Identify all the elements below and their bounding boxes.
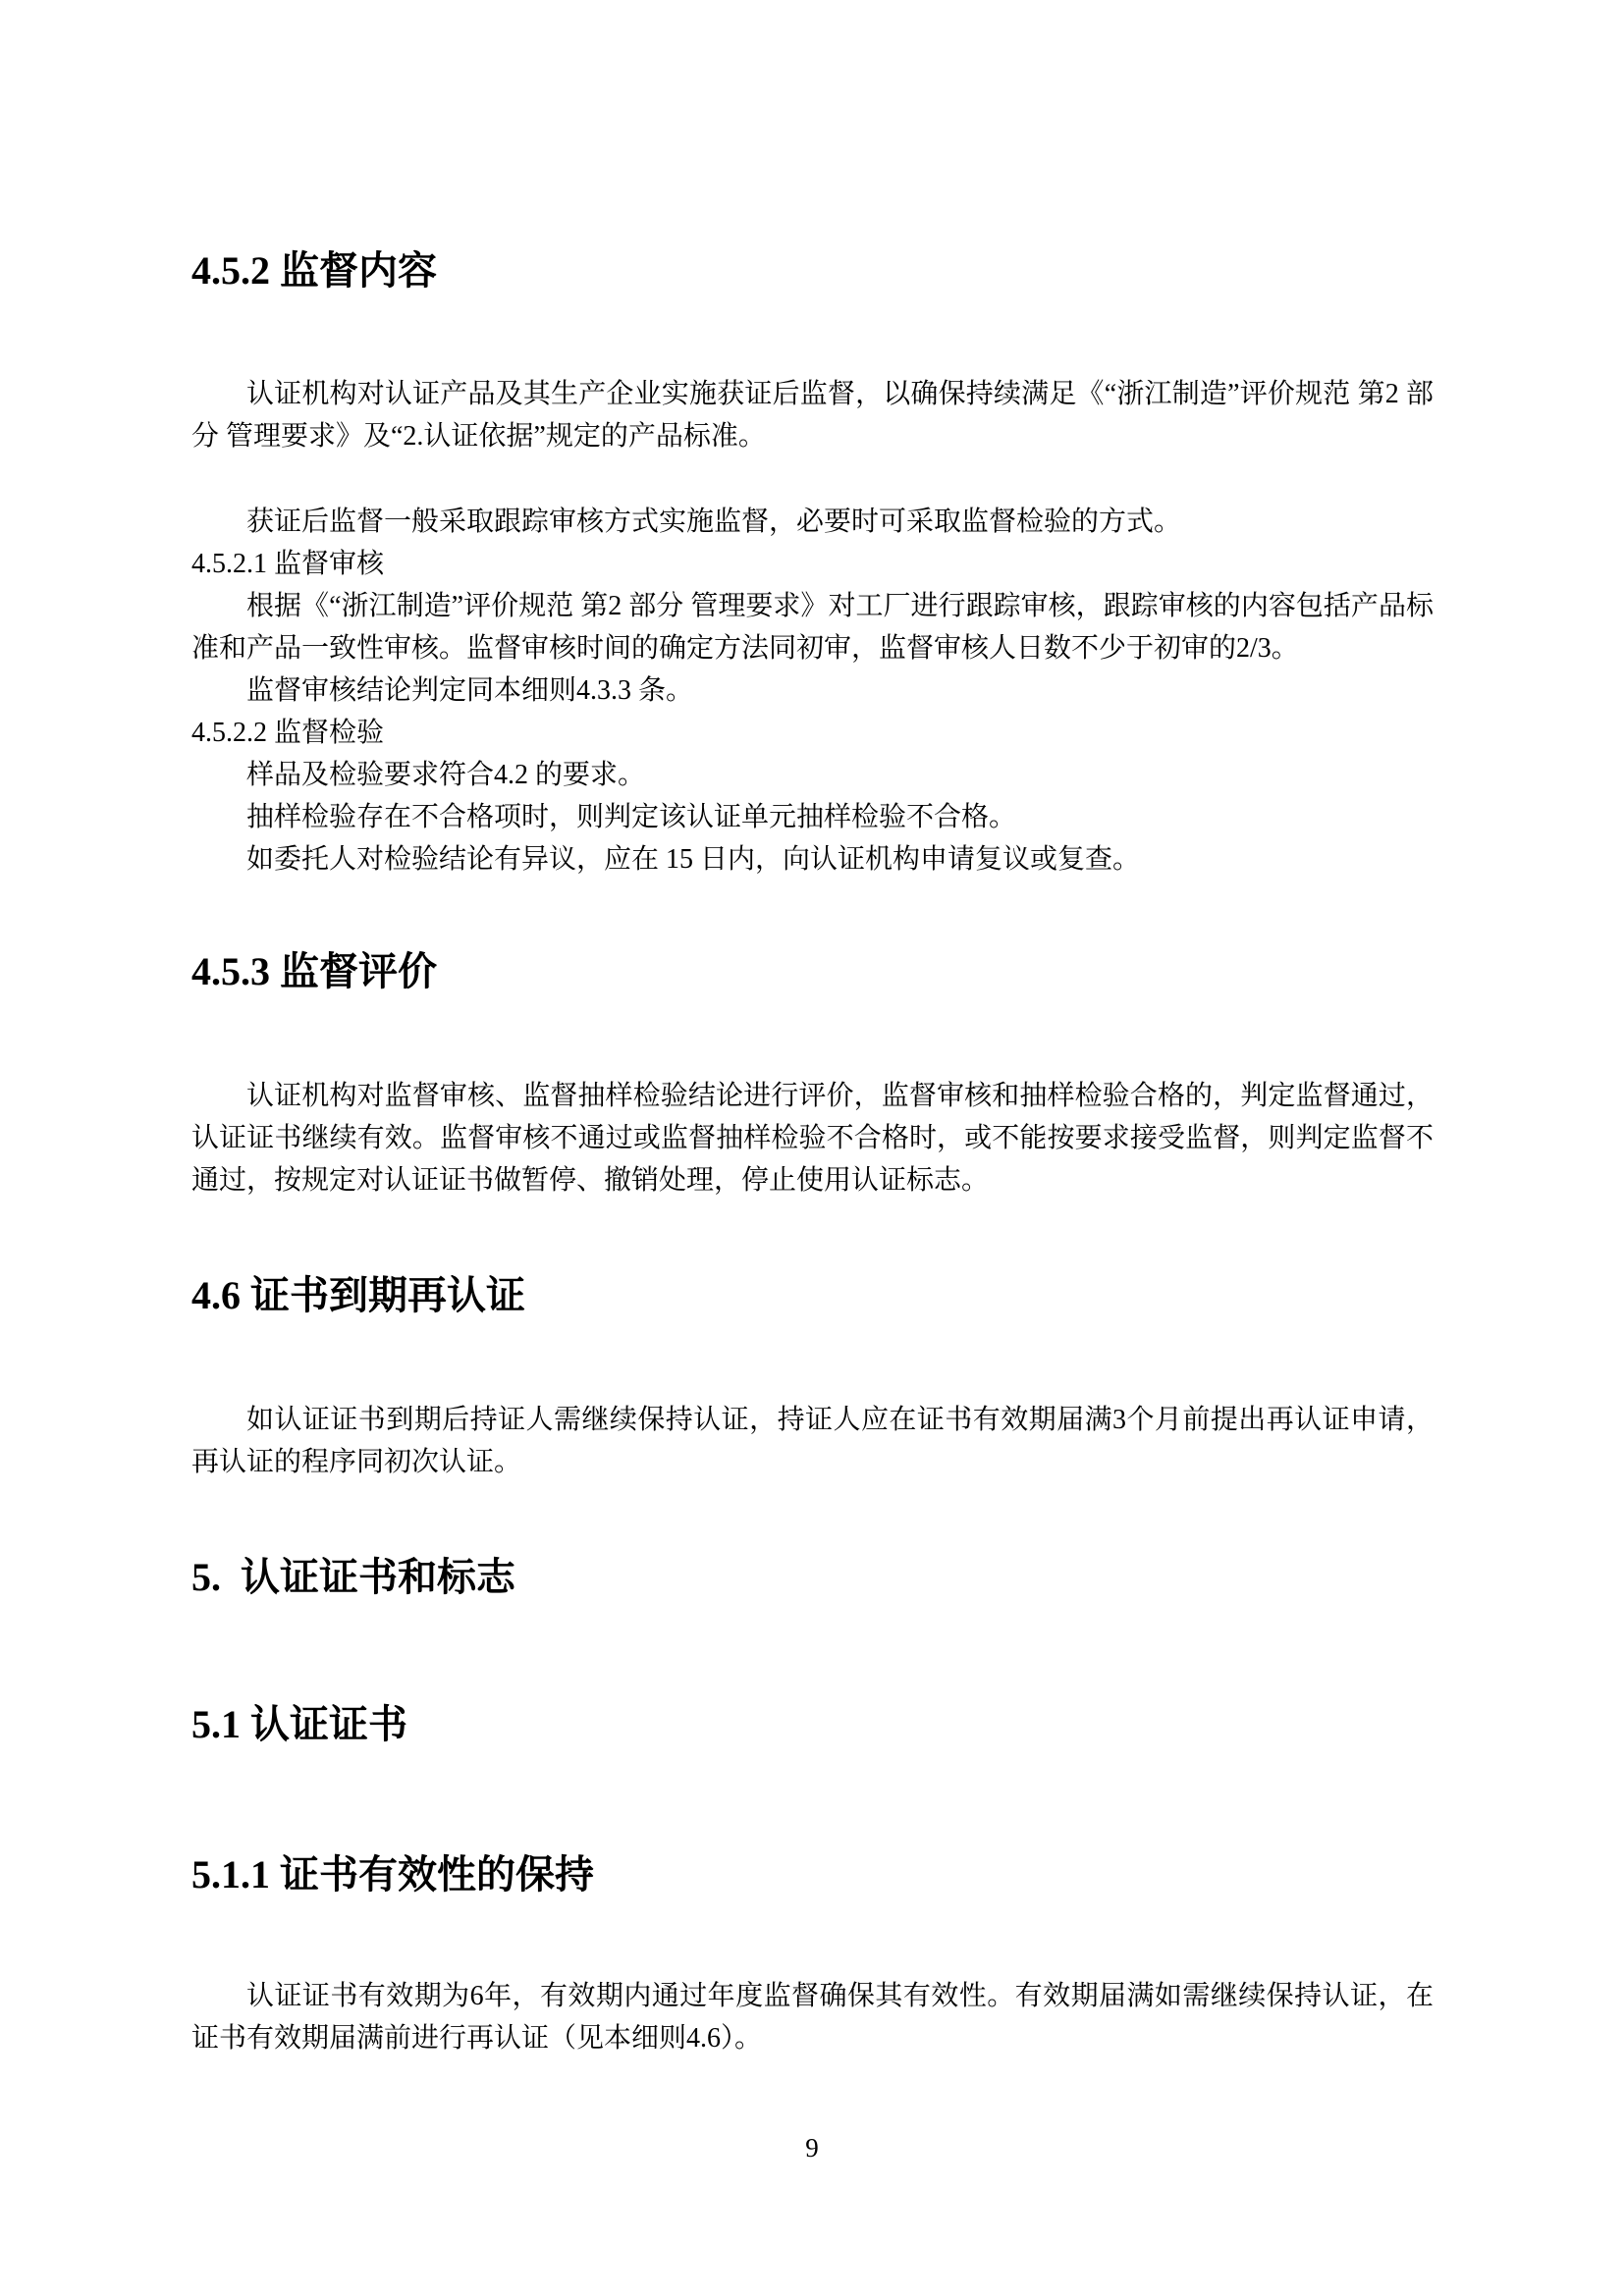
paragraph-tracking-audit: 根据《“浙江制造”评价规范 第2 部分 管理要求》对工厂进行跟踪审核，跟踪审核的内容包括产品标准和产品一致性审核。监督审核时间的确定方法同初审，监督审核人日数不少于初审的2/3。 (191, 591, 1434, 664)
subheading-4-5-2-1-supervision-audit: 4.5.2.1 监督审核 (191, 549, 385, 579)
subheading-4-5-2-2-supervision-inspection: 4.5.2.2 监督检验 (191, 718, 385, 748)
paragraph-sampling-failure: 抽样检验存在不合格项时，则判定该认证单元抽样检验不合格。 (246, 802, 1017, 832)
heading-4-5-2-supervision-content: 4.5.2 监督内容 (191, 248, 437, 293)
heading-4-5-3-supervision-evaluation: 4.5.3 监督评价 (191, 949, 437, 993)
paragraph-supervision-method: 获证后监督一般采取跟踪审核方式实施监督，必要时可采取监督检验的方式。 (246, 507, 1182, 537)
heading-5-1-1-certificate-validity: 5.1.1 证书有效性的保持 (191, 1852, 594, 1896)
paragraph-certificate-validity: 认证证书有效期为6年，有效期内通过年度监督确保其有效性。有效期届满如需继续保持认证，在证书有效期届满前进行再认证（见本细则4.6）。 (191, 1981, 1434, 2054)
paragraph-supervision-intro: 认证机构对认证产品及其生产企业实施获证后监督，以确保持续满足《“浙江制造”评价规范 第2 部分 管理要求》及“2.认证依据”规定的产品标准。 (191, 379, 1434, 452)
paragraph-evaluation: 认证机构对监督审核、监督抽样检验结论进行评价，监督审核和抽样检验合格的，判定监督通过，认证证书继续有效。监督审核不通过或监督抽样检验不合格时，或不能按要求接受监督，则判定监督不通过，按规定对认证证书做暂停、撤销处理，停止使用认证标志。 (191, 1081, 1434, 1196)
heading-4-6-recertification: 4.6 证书到期再认证 (191, 1273, 525, 1317)
paragraph-recertification: 如认证证书到期后持证人需继续保持认证，持证人应在证书有效期届满3个月前提出再认证申请，再认证的程序同初次认证。 (191, 1405, 1434, 1477)
heading-5-certificate-and-mark: 5. 认证证书和标志 (191, 1555, 515, 1599)
paragraph-objection: 如委托人对检验结论有异议，应在 15 日内，向认证机构申请复议或复查。 (246, 844, 1141, 875)
heading-5-1-certificate: 5.1 认证证书 (191, 1702, 407, 1746)
paragraph-sample-requirements: 样品及检验要求符合4.2 的要求。 (246, 760, 646, 790)
paragraph-audit-conclusion: 监督审核结论判定同本细则4.3.3 条。 (246, 675, 694, 706)
page-number: 9 (805, 2133, 819, 2163)
